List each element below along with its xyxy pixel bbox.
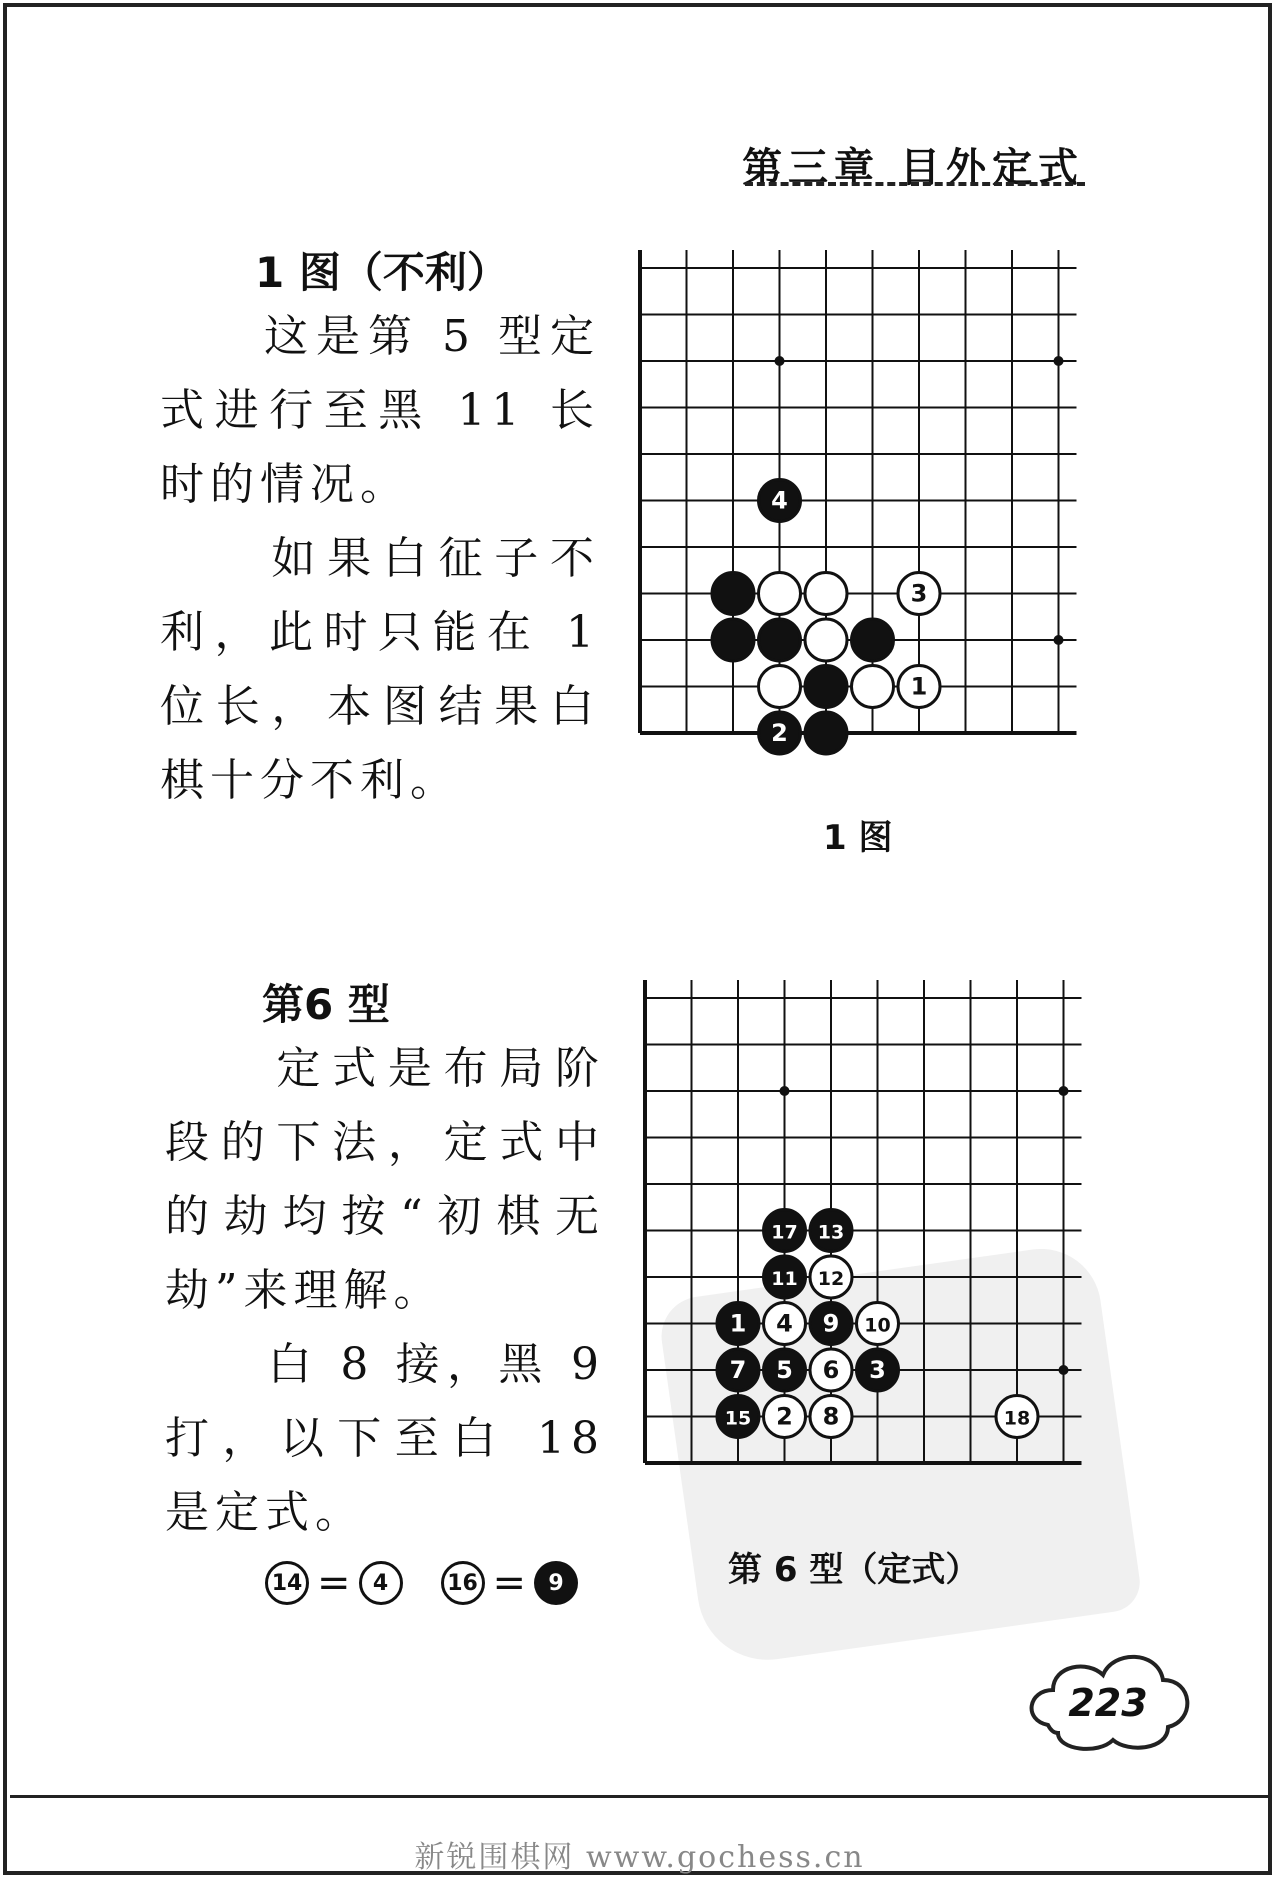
hoshi-point — [780, 1086, 790, 1096]
stone-move-number: 9 — [822, 1309, 840, 1338]
section2-paragraph-2: 白 8 接，黑 9 打，以下至白 18 是定式。 — [165, 1339, 605, 1538]
black-stone — [810, 1210, 852, 1252]
white-stone — [996, 1396, 1038, 1438]
white-stone — [759, 573, 801, 615]
white-stone — [810, 1349, 852, 1391]
black-stone — [805, 666, 847, 708]
stone-move-number: 11 — [771, 1268, 798, 1290]
black-stone — [759, 712, 801, 754]
stone-move-number: 4 — [776, 1309, 793, 1338]
black-stone — [759, 619, 801, 661]
black-stone — [852, 619, 894, 661]
white-stone — [898, 573, 940, 615]
formula-item-5: 9 — [534, 1561, 578, 1605]
black-stone — [805, 712, 847, 754]
stone-move-number: 18 — [1003, 1407, 1031, 1430]
section1-paragraph-2: 如果白征子不利，此时只能在 1 位长，本图结果白棋十分不利。 — [160, 533, 600, 806]
stone-move-number: 13 — [817, 1221, 845, 1244]
chapter-header: 第三章 目外定式 — [742, 144, 1084, 191]
white-stone — [857, 1303, 899, 1345]
black-stone — [857, 1349, 899, 1391]
go-board-figure-1 — [635, 250, 1095, 780]
section1-paragraph-1: 这是第 5 型定式进行至黑 11 长时的情况。 — [160, 311, 600, 510]
stone-move-number: 12 — [817, 1268, 845, 1290]
stone-move-number: 17 — [771, 1221, 798, 1244]
footer-rule — [10, 1795, 1269, 1798]
section2-paragraph-1: 定式是布局阶段的下法，定式中的劫均按“初棋无劫”来理解。 — [165, 1043, 605, 1316]
black-stone — [712, 619, 754, 661]
black-stone — [717, 1303, 759, 1345]
hoshi-point — [1054, 635, 1064, 645]
white-stone — [805, 619, 847, 661]
go-board-figure-2 — [640, 980, 1100, 1510]
formula-item-0: 14 — [265, 1561, 309, 1605]
header-dashed-rule — [745, 182, 1085, 186]
stone-move-number: 1 — [910, 672, 928, 701]
black-stone — [764, 1210, 806, 1252]
hoshi-point — [1059, 1365, 1069, 1375]
stone-move-number: 7 — [729, 1356, 747, 1384]
page-number: 223 — [1068, 1680, 1148, 1725]
stone-move-number: 4 — [771, 486, 788, 515]
black-stone — [759, 480, 801, 522]
formula-item-1: = — [317, 1560, 351, 1606]
formula-line — [265, 1560, 578, 1606]
hoshi-point — [1054, 356, 1064, 366]
page-number-badge — [1018, 1645, 1198, 1760]
formula-item-3: 16 — [441, 1561, 485, 1605]
white-stone — [898, 666, 940, 708]
stone-move-number: 10 — [864, 1314, 891, 1337]
white-stone — [764, 1303, 806, 1345]
section2-title: 第6 型 — [262, 980, 390, 1029]
white-stone — [810, 1256, 852, 1298]
black-stone — [717, 1396, 759, 1438]
figure2-caption: 第 6 型（定式） — [728, 1550, 980, 1590]
formula-item-2: 4 — [359, 1561, 403, 1605]
white-stone — [759, 666, 801, 708]
stone-move-number: 3 — [869, 1356, 886, 1384]
stone-move-number: 2 — [776, 1402, 793, 1431]
stone-move-number: 3 — [910, 579, 928, 608]
black-stone — [764, 1256, 806, 1298]
formula-item-4: = — [492, 1560, 527, 1606]
black-stone — [810, 1303, 852, 1345]
section1-title: 1 图（不利） — [255, 248, 509, 297]
black-stone — [717, 1349, 759, 1391]
white-stone — [810, 1396, 852, 1438]
stone-move-number: 15 — [724, 1407, 752, 1430]
site-watermark: 新锐围棋网 www.gochess.cn — [414, 1840, 865, 1875]
white-stone — [764, 1396, 806, 1438]
stone-move-number: 2 — [771, 719, 788, 747]
white-stone — [805, 573, 847, 615]
hoshi-point — [1059, 1086, 1069, 1096]
stone-move-number: 1 — [729, 1309, 747, 1338]
black-stone — [712, 573, 754, 615]
black-stone — [764, 1349, 806, 1391]
hoshi-point — [775, 356, 785, 366]
stone-move-number: 6 — [822, 1356, 840, 1384]
figure1-caption: 1 图 — [823, 818, 893, 858]
white-stone — [852, 666, 894, 708]
stone-move-number: 8 — [822, 1402, 840, 1431]
stone-move-number: 5 — [776, 1356, 793, 1384]
